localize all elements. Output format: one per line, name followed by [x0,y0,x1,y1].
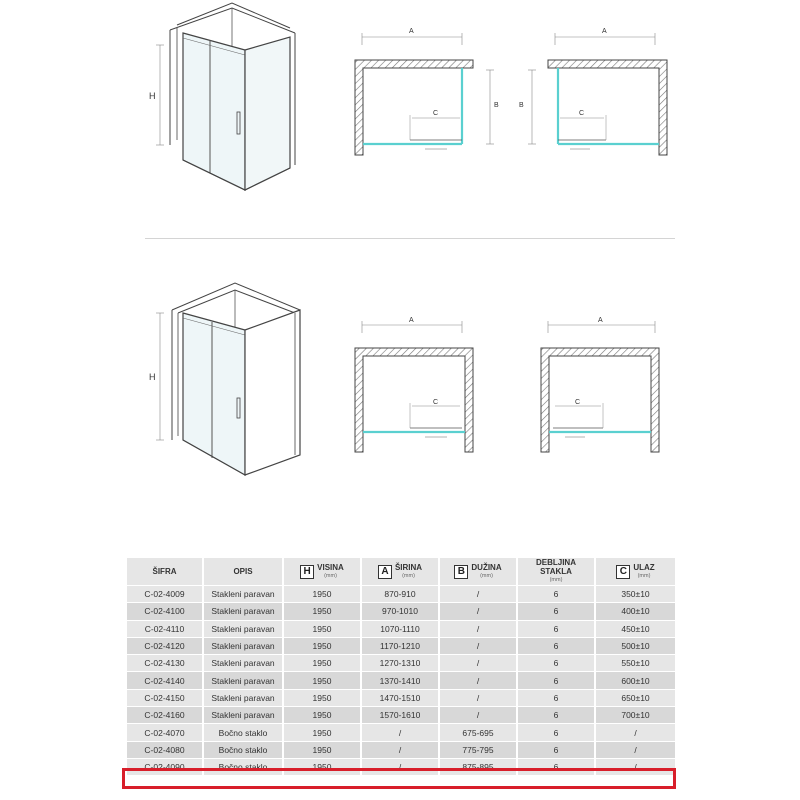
cell-duzina: 775-795 [440,742,516,758]
depth-label: B [494,102,499,109]
table-header [127,558,675,585]
table-row [127,638,675,654]
cell-sirina: 1270-1310 [362,655,438,671]
cell-duzina: / [440,638,516,654]
cell-visina: 1950 [284,690,360,706]
cell-visina: 1950 [284,672,360,688]
cell-duzina: / [440,690,516,706]
cell-sirina: 1370-1410 [362,672,438,688]
corner-plan-left-fixed [519,28,667,155]
cell-opis: Stakleni paravan [204,603,282,619]
cell-opis: Stakleni paravan [204,655,282,671]
cell-debljina: 6 [518,603,594,619]
niche-plan-right-fixed [355,317,473,452]
cell-duzina: / [440,586,516,602]
cell-debljina: 6 [518,759,594,775]
table-row [127,603,675,619]
col-opis: OPIS [204,558,282,585]
cell-sifra: C-02-4150 [127,690,202,706]
cell-ulaz: 500±10 [596,638,675,654]
col-sifra: ŠIFRA [127,558,202,585]
cell-sifra: C-02-4080 [127,742,202,758]
cell-ulaz: / [596,759,675,775]
cell-sifra: C-02-4090 [127,759,202,775]
table-row [127,621,675,637]
cell-duzina: / [440,672,516,688]
cell-debljina: 6 [518,742,594,758]
col-duzina: B DUŽINA (mm) [440,558,516,585]
cell-sifra: C-02-4140 [127,672,202,688]
cell-visina: 1950 [284,724,360,740]
table-row [127,586,675,602]
cell-debljina: 6 [518,672,594,688]
table-row [127,690,675,706]
cell-ulaz: 600±10 [596,672,675,688]
cell-visina: 1950 [284,655,360,671]
cell-sifra: C-02-4070 [127,724,202,740]
table-row [127,707,675,723]
cell-visina: 1950 [284,759,360,775]
cell-ulaz: 700±10 [596,707,675,723]
cell-opis: Stakleni paravan [204,707,282,723]
cell-ulaz: / [596,724,675,740]
entry-label: C [575,399,581,406]
cell-opis: Stakleni paravan [204,586,282,602]
cell-duzina: / [440,603,516,619]
cell-debljina: 6 [518,690,594,706]
cell-ulaz: 350±10 [596,586,675,602]
cell-sirina: / [362,724,438,740]
cell-visina: 1950 [284,603,360,619]
spec-table [125,557,677,776]
col-ulaz: C ULAZ (mm) [596,558,675,585]
corner-enclosure-3d [149,3,295,190]
cell-sifra: C-02-4110 [127,621,202,637]
cell-duzina: / [440,655,516,671]
cell-sifra: C-02-4120 [127,638,202,654]
cell-opis: Bočno staklo [204,759,282,775]
table-body [127,586,675,775]
cell-sirina: 1070-1110 [362,621,438,637]
c-badge-icon: C [616,565,630,579]
cell-debljina: 6 [518,724,594,740]
table-row [127,742,675,758]
cell-visina: 1950 [284,742,360,758]
width-label: A [409,28,414,35]
cell-duzina: / [440,707,516,723]
depth-label: B [519,102,524,109]
cell-sirina: / [362,742,438,758]
cell-opis: Stakleni paravan [204,672,282,688]
cell-opis: Stakleni paravan [204,621,282,637]
highlighted-row-frame [122,768,676,789]
entry-label: C [433,399,439,406]
entry-label: C [433,110,439,117]
section-divider [145,238,675,239]
cell-ulaz: 400±10 [596,603,675,619]
cell-visina: 1950 [284,707,360,723]
width-label: A [409,317,414,324]
width-label: A [598,317,603,324]
table-row [127,655,675,671]
cell-sifra: C-02-4130 [127,655,202,671]
cell-ulaz: 450±10 [596,621,675,637]
cell-sirina: 1170-1210 [362,638,438,654]
b-badge-icon: B [454,565,468,579]
cell-visina: 1950 [284,586,360,602]
cell-opis: Stakleni paravan [204,638,282,654]
cell-sirina: 870-910 [362,586,438,602]
height-label: H [149,372,156,382]
cell-opis: Bočno staklo [204,742,282,758]
cell-visina: 1950 [284,638,360,654]
cell-visina: 1950 [284,621,360,637]
cell-sirina: / [362,759,438,775]
cell-sifra: C-02-4160 [127,707,202,723]
cell-sifra: C-02-4009 [127,586,202,602]
entry-label: C [579,110,585,117]
col-visina: H VISINA (mm) [284,558,360,585]
cell-ulaz: 550±10 [596,655,675,671]
cell-ulaz: / [596,742,675,758]
cell-debljina: 6 [518,707,594,723]
col-sirina: A ŠIRINA (mm) [362,558,438,585]
cell-debljina: 6 [518,655,594,671]
width-label: A [602,28,607,35]
niche-enclosure-3d [149,283,300,475]
height-label: H [149,91,156,101]
cell-duzina: 875-895 [440,759,516,775]
cell-sifra: C-02-4100 [127,603,202,619]
cell-duzina: / [440,621,516,637]
cell-opis: Bočno staklo [204,724,282,740]
cell-opis: Stakleni paravan [204,690,282,706]
h-badge-icon: H [300,565,314,579]
cell-debljina: 6 [518,621,594,637]
cell-debljina: 6 [518,638,594,654]
table-row [127,672,675,688]
cell-debljina: 6 [518,586,594,602]
cell-sirina: 970-1010 [362,603,438,619]
a-badge-icon: A [378,565,392,579]
cell-duzina: 675-695 [440,724,516,740]
cell-sirina: 1470-1510 [362,690,438,706]
cell-ulaz: 650±10 [596,690,675,706]
corner-plan-right-fixed [355,28,499,155]
col-debljina: DEBLJINA STAKLA (mm) [518,558,594,585]
cell-sirina: 1570-1610 [362,707,438,723]
table-row [127,724,675,740]
niche-plan-left-fixed [541,317,659,452]
